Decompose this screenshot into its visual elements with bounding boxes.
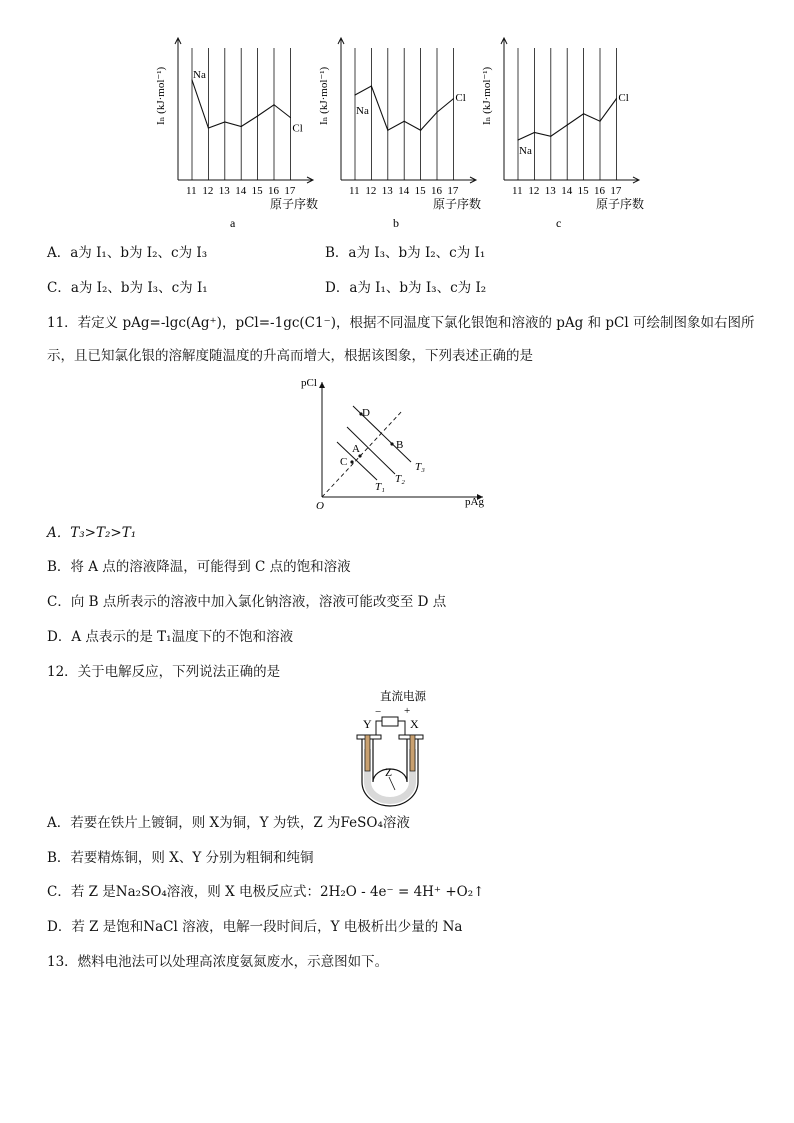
chart-a-x-label: 原子序数: [270, 197, 319, 211]
chart-b-x-tick: 17: [447, 185, 459, 197]
chart-a-point: [224, 121, 225, 122]
chart-b-point: [453, 98, 454, 99]
q12-electrode-x: [410, 735, 415, 771]
chart-c-point: [550, 136, 551, 137]
chart-a-point: [290, 117, 291, 118]
chart-c-x-tick: 14: [561, 185, 573, 197]
q10-option-c[interactable]: C．a为 I₂、b为 I₃、c为 I₁: [47, 280, 208, 296]
q12-z-label: Z: [385, 767, 393, 779]
q11-option-a[interactable]: A．T₃>T₂>T₁: [47, 525, 137, 541]
chart-a-start-label: Na: [193, 69, 206, 81]
q11-stem-line2: 示，且已知氯化银的溶解度随温度的升高而增大，根据该图象，下列表述正确的是: [47, 348, 533, 364]
chart-b-point: [371, 85, 372, 86]
chart-c-x-tick: 17: [610, 185, 622, 197]
chart-b-point: [420, 130, 421, 131]
q12-y-label: Y: [363, 717, 372, 731]
chart-a-x-tick: 12: [202, 185, 214, 197]
chart-b-x-tick: 15: [414, 185, 426, 197]
ionization-charts: [145, 30, 655, 235]
q11-curve-t3-label: T₃: [415, 461, 425, 473]
chart-a-point: [208, 127, 209, 128]
chart-b-start-label: Na: [356, 105, 369, 117]
chart-c-x-label: 原子序数: [596, 197, 645, 211]
chart-c-point: [567, 124, 568, 125]
q11-option-c[interactable]: C．向 B 点所表示的溶液中加入氯化钠溶液，溶液可能改变至 D 点: [47, 594, 447, 610]
q12-plus-label: +: [404, 705, 411, 717]
chart-c-start-label: Na: [519, 145, 532, 157]
q12-option-a[interactable]: A．若要在铁片上镀铜，则 X为铜，Y 为铁，Z 为FeSO₄溶液: [47, 815, 410, 831]
chart-b-x-tick: 11: [349, 185, 360, 197]
q11-curve-t2-label: T₂: [395, 473, 405, 485]
chart-c-point: [517, 139, 518, 140]
q12-electrolysis-figure: [350, 687, 440, 809]
q11-option-d[interactable]: D．A 点表示的是 T₁温度下的不饱和溶液: [47, 629, 294, 645]
chart-c-point: [534, 132, 535, 133]
chart-a-x-tick: 14: [235, 185, 247, 197]
chart-c-x-tick: 13: [544, 185, 556, 197]
q11-option-b[interactable]: B．将 A 点的溶液降温，可能得到 C 点的饱和溶液: [47, 559, 351, 575]
chart-a-x-tick: 16: [268, 185, 279, 197]
chart-a-point: [273, 104, 274, 105]
chart-b-x-tick: 14: [398, 185, 410, 197]
q12-option-c[interactable]: C．若 Z 是Na₂SO₄溶液，则 X 电极反应式：2H₂O - 4e⁻ = 4H⁺ +O₂↑: [47, 884, 485, 900]
chart-c-x-tick: 16: [594, 185, 605, 197]
q11-y-label: pCl: [301, 377, 317, 389]
q12-power-label: 直流电源: [380, 691, 426, 703]
q12-option-b[interactable]: B．若要精炼铜，则 X、Y 分别为粗铜和纯铜: [47, 850, 314, 866]
q11-dashed-diagonal: [322, 410, 403, 497]
chart-b-point: [387, 130, 388, 131]
chart-b-y-label: Iₙ (kJ·mol⁻¹): [318, 66, 330, 125]
chart-b-point: [436, 112, 437, 113]
q13-stem: 13．燃料电池法可以处理高浓度氨氮废水，示意图如下。: [47, 954, 389, 970]
chart-a-x-tick: 11: [186, 185, 197, 197]
q11-x-label: pAg: [465, 496, 484, 508]
ionization-charts-svg: [145, 30, 655, 235]
chart-c-x-tick: 15: [577, 185, 589, 197]
chart-a-x-tick: 15: [251, 185, 263, 197]
chart-a-y-label: Iₙ (kJ·mol⁻¹): [155, 66, 167, 125]
q10-option-b[interactable]: B．a为 I₃、b为 I₂、c为 I₁: [325, 245, 486, 261]
chart-c-panel-label: c: [556, 216, 562, 230]
chart-b-x-tick: 12: [365, 185, 377, 197]
q12-x-label: X: [410, 717, 419, 731]
chart-c-x-tick: 11: [512, 185, 523, 197]
q11-solubility-svg: [295, 372, 505, 512]
q12-stem: 12．关于电解反应，下列说法正确的是: [47, 664, 281, 680]
q11-point-b: [390, 442, 393, 445]
q12-power-source: [382, 717, 398, 726]
q10-option-d[interactable]: D．a为 I₁、b为 I₃、c为 I₂: [325, 280, 487, 296]
q11-solubility-figure: [295, 372, 505, 512]
chart-c-x-tick: 12: [528, 185, 540, 197]
chart-b-end-label: Cl: [455, 91, 466, 104]
q11-point-b-label: B: [396, 439, 404, 451]
q10-option-a[interactable]: A．a为 I₁、b为 I₂、c为 I₃: [47, 245, 208, 261]
chart-b-x-label: 原子序数: [433, 197, 482, 211]
q11-point-a-label: A: [352, 443, 360, 455]
q11-point-c: [350, 460, 353, 463]
chart-c-point: [583, 113, 584, 114]
chart-a-x-tick: 17: [284, 185, 296, 197]
chart-a-point: [241, 126, 242, 127]
chart-b-point: [404, 121, 405, 122]
q11-curve-t1-label: T₁: [375, 481, 385, 493]
chart-a-point: [257, 115, 258, 116]
q11-point-d-label: D: [362, 407, 370, 419]
q11-stem-line1: 11．若定义 pAg=-lgc(Ag⁺)，pCl=-1gc(C1⁻)，根据不同温度下氯化银饱和溶液的 pAg 和 pCl 可绘制图象如右图所: [47, 315, 755, 331]
chart-a-panel-label: a: [230, 216, 236, 230]
chart-c-end-label: Cl: [618, 91, 629, 104]
chart-b-point: [354, 94, 355, 95]
chart-c-y-label: Iₙ (kJ·mol⁻¹): [481, 66, 493, 125]
q12-electrode-y: [365, 735, 370, 771]
q11-point-c-label: C: [340, 456, 348, 468]
chart-a-end-label: Cl: [292, 122, 303, 135]
chart-c-point: [599, 121, 600, 122]
q12-minus-label: −: [375, 706, 382, 718]
chart-b-panel-label: b: [393, 216, 399, 230]
q12-electrolysis-svg: [350, 687, 440, 809]
q12-option-d[interactable]: D．若 Z 是饱和NaCl 溶液，电解一段时间后，Y 电极析出少量的 Na: [47, 919, 463, 935]
q11-origin-label: O: [316, 500, 324, 512]
chart-a-x-tick: 13: [218, 185, 230, 197]
chart-b-x-tick: 13: [381, 185, 393, 197]
chart-b-x-tick: 16: [431, 185, 442, 197]
chart-c-point: [616, 98, 617, 99]
